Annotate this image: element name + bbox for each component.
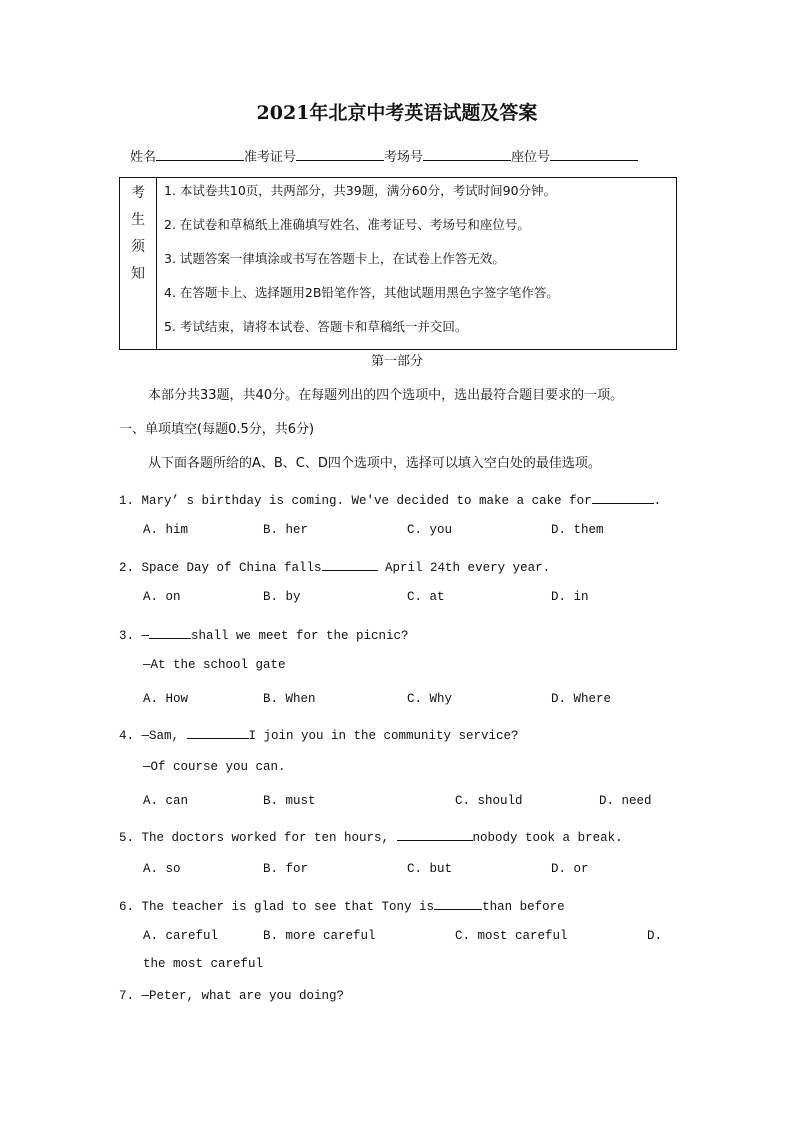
answer-blank[interactable] (322, 556, 378, 571)
notice-item: 3. 试题答案一律填涂或书写在答题卡上，在试卷上作答无效。 (164, 251, 505, 266)
seat-blank[interactable] (550, 146, 638, 161)
answer-blank[interactable] (149, 624, 191, 639)
option: A. him (143, 523, 189, 537)
stem-text: . (653, 494, 662, 508)
notice-label-char: 须 (131, 239, 145, 255)
notice-item: 4. 在答题卡上、选择题用2B铅笔作答，其他试题用黑色字签字笔作答。 (164, 285, 559, 300)
question-stem (119, 489, 661, 508)
name-label: 姓名 (130, 150, 157, 165)
stem-text: nobody took a break. (472, 831, 623, 845)
option: B. must (263, 794, 316, 808)
option: A. can (143, 794, 189, 808)
option: C. should (455, 794, 523, 808)
part-intro: 本部分共33题，共40分。在每题列出的四个选项中，选出最符合题目要求的一项。 (148, 388, 624, 403)
option: B. When (263, 692, 316, 706)
stem-text: 3. — (119, 629, 150, 643)
room-blank[interactable] (423, 146, 511, 161)
option: D. (647, 929, 663, 943)
reply-line: —At the school gate (143, 658, 286, 672)
stem-text: 5. The doctors worked for ten hours, (119, 831, 397, 845)
notice-item: 2. 在试卷和草稿纸上准确填写姓名、准考证号、考场号和座位号。 (164, 217, 530, 232)
header-fields (130, 146, 638, 165)
option: B. her (263, 523, 309, 537)
exam-id-blank[interactable] (296, 146, 384, 161)
stem-text: than before (482, 900, 565, 914)
option: C. Why (407, 692, 453, 706)
notice-divider (156, 178, 157, 349)
option: D. need (599, 794, 652, 808)
question-stem (119, 556, 550, 575)
answer-blank[interactable] (187, 724, 249, 739)
stem-text: I join you in the community service? (248, 729, 519, 743)
section-instruction: 从下面各题所给的A、B、C、D四个选项中，选择可以填入空白处的最佳选项。 (148, 456, 601, 471)
option: C. but (407, 862, 453, 876)
question-stem (119, 895, 565, 914)
option: B. by (263, 590, 301, 604)
answer-blank[interactable] (434, 895, 482, 910)
answer-blank[interactable] (592, 489, 654, 504)
notice-label-char: 生 (131, 212, 145, 228)
answer-blank[interactable] (397, 826, 473, 841)
question-stem (119, 826, 623, 845)
part-heading: 第一部分 (370, 354, 423, 369)
question-stem (119, 624, 409, 643)
notice-label (120, 180, 156, 288)
stem-text: 4. —Sam, (119, 729, 187, 743)
stem-text: 1. Mary’ s birthday is coming. We've decided to make a cake for (119, 494, 592, 508)
option: C. at (407, 590, 445, 604)
section-title: 一、单项填空(每题0.5分，共6分) (119, 422, 315, 437)
notice-item: 1. 本试卷共10页，共两部分，共39题，满分60分，考试时间90分钟。 (164, 183, 557, 198)
option-wrap: the most careful (143, 957, 264, 971)
question-stem (119, 724, 519, 743)
question-stem: 7. —Peter, what are you doing? (119, 989, 345, 1003)
option: A. so (143, 862, 181, 876)
stem-text: 2. Space Day of China falls (119, 561, 322, 575)
option: C. most careful (455, 929, 568, 943)
option: C. you (407, 523, 453, 537)
notice-item: 5. 考试结束，请将本试卷、答题卡和草稿纸一并交回。 (164, 319, 468, 334)
stem-text: 6. The teacher is glad to see that Tony is (119, 900, 435, 914)
exam-notice-box (119, 177, 677, 350)
option: D. Where (551, 692, 612, 706)
seat-label: 座位号 (511, 150, 551, 165)
stem-text: April 24th every year. (377, 561, 551, 575)
option: B. more careful (263, 929, 376, 943)
option: A. careful (143, 929, 219, 943)
page-title: 2021年北京中考英语试题及答案 (256, 102, 538, 124)
stem-text: shall we meet for the picnic? (191, 629, 409, 643)
exam-id-label: 准考证号 (244, 150, 297, 165)
notice-label-char: 考 (131, 185, 145, 201)
option: D. in (551, 590, 589, 604)
option: D. or (551, 862, 589, 876)
reply-line: —Of course you can. (143, 760, 286, 774)
name-blank[interactable] (156, 146, 244, 161)
option: D. them (551, 523, 604, 537)
option: B. for (263, 862, 309, 876)
option: A. How (143, 692, 189, 706)
notice-label-char: 知 (131, 266, 145, 282)
room-label: 考场号 (384, 150, 424, 165)
option: A. on (143, 590, 181, 604)
